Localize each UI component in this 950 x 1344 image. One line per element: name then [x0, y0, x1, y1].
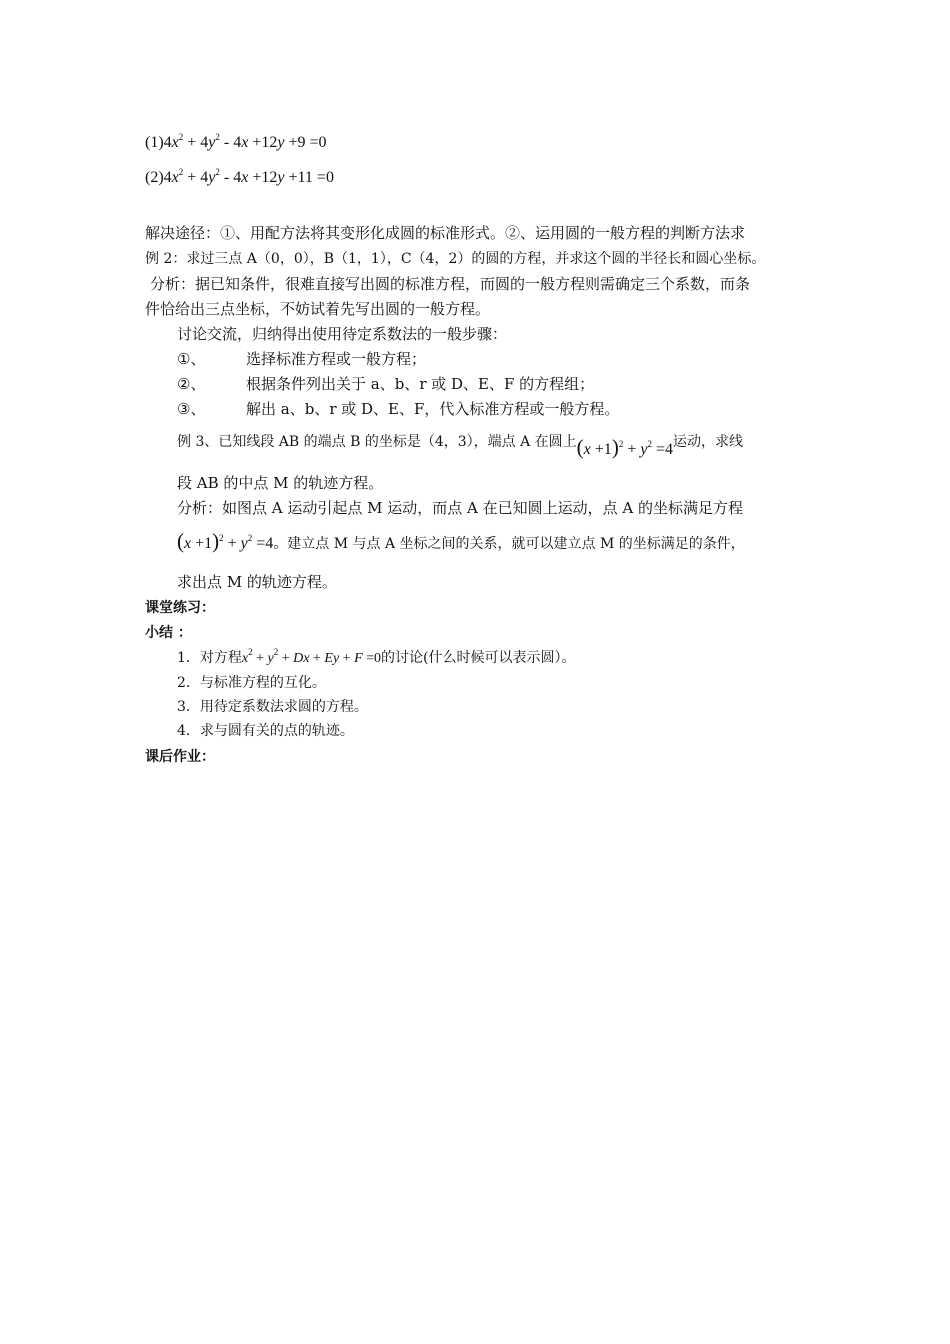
heading-practice: 课堂练习：	[145, 600, 215, 616]
example-2: 例 2：求过三点 A（0，0），B（1，1），C（4，2）的圆的方程，并求这个圆的半径长和圆心坐标。	[145, 251, 766, 267]
analysis-2-line2: 件恰给出三点坐标，不妨试着先写出圆的一般方程。	[145, 300, 491, 318]
summary-item-2-text: 与标准方程的互化。	[199, 675, 326, 691]
step-2-number: ②、	[177, 375, 206, 393]
summary-item-3-text: 用待定系数法求圆的方程。	[199, 699, 368, 715]
summary-item-4-number: 4．	[177, 723, 200, 739]
analysis-3-tail: 。建立点 M 与点 A 坐标之间的关系，就可以建立点 M 的坐标满足的条件，	[273, 536, 745, 552]
analysis-3-line2	[177, 530, 745, 555]
analysis-2-line1: 分析：据已知条件，很难直接写出圆的标准方程，而圆的一般方程则需确定三个系数，而条	[150, 275, 751, 293]
discussion: 讨论交流，归纳得出使用待定系数法的一般步骤：	[177, 325, 508, 343]
step-3	[177, 398, 619, 420]
equation-1-label: (1)	[145, 134, 164, 151]
solution-path: 解决途径：①、用配方法将其变形化成圆的标准形式。②、运用圆的一般方程的判断方法求	[145, 224, 746, 242]
step-2	[177, 373, 594, 395]
heading-homework: 课后作业：	[145, 749, 215, 765]
equation-1: $(1)4x^2 + 4y^2 - 4x +12y +9 =0$	[145, 132, 327, 151]
step-1-number: ①、	[177, 350, 206, 368]
summary-item-1-number: 1．	[177, 650, 200, 666]
step-1-text: 选择标准方程或一般方程；	[246, 350, 427, 368]
summary-item-2	[177, 672, 326, 694]
analysis-3-formula: $(x +1)^2 + y^2 =4$	[177, 529, 274, 553]
summary-item-1-text: 对方程	[199, 650, 242, 666]
analysis-3-line1: 分析：如图点 A 运动引起点 M 运动，而点 A 在已知圆上运动，点 A 的坐标满足方程	[177, 499, 744, 517]
analysis-3-line3: 求出点 M 的轨迹方程。	[177, 573, 337, 591]
equation-2: $(2)4x^2 + 4y^2 - 4x +12y +11 =0$	[145, 167, 334, 186]
summary-item-4	[177, 720, 354, 742]
step-3-number: ③、	[177, 400, 206, 418]
step-2-text: 根据条件列出关于 a、b、r 或 D、E、F 的方程组；	[246, 375, 595, 393]
summary-item-4-text: 求与圆有关的点的轨迹。	[199, 723, 354, 739]
heading-summary: 小结 ：	[145, 625, 192, 641]
summary-item-1-tail: 的讨论(什么时候可以表示圆）。	[381, 650, 576, 666]
example-3	[177, 428, 743, 459]
equation-2-label: (2)	[145, 169, 164, 186]
summary-item-1-formula: $x^2 + y^2 + Dx + Ey + F =0$	[241, 647, 382, 666]
example-3-formula: $(x +1)^2 + y^2 =4$	[576, 435, 673, 459]
summary-item-2-number: 2．	[177, 675, 200, 691]
example-3-text: 例 3、已知线段 AB 的端点 B 的坐标是（4，3），端点 A 在圆上	[177, 434, 577, 450]
summary-item-1	[177, 647, 576, 670]
step-1	[177, 348, 426, 370]
example-3-tail: 运动，求线	[672, 434, 743, 450]
summary-item-3	[177, 696, 368, 718]
step-3-text: 解出 a、b、r 或 D、E、F，代入标准方程或一般方程。	[246, 400, 620, 418]
example-3-line2: 段 AB 的中点 M 的轨迹方程。	[177, 474, 384, 492]
summary-item-3-number: 3．	[177, 699, 200, 715]
